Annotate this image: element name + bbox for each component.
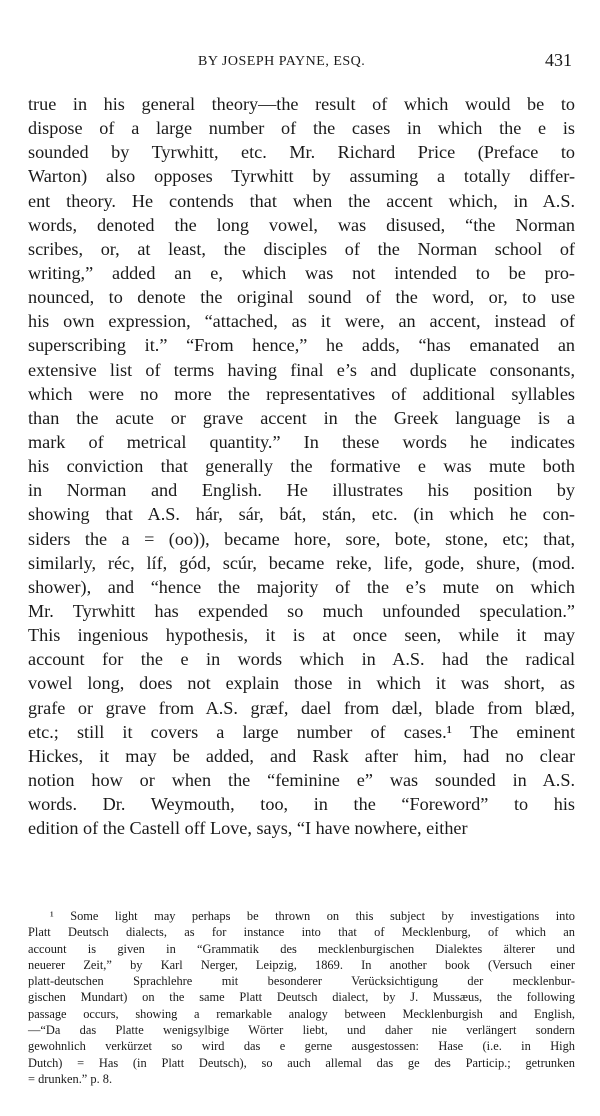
footnote-line: ¹ Some light may perhaps be thrown on this subject by investigations into <box>50 909 575 923</box>
footnote-line: account is given in “Grammatik des mecklenburgischen Dialektes älterer und <box>28 941 575 956</box>
body-line: edition of the Castell off Love, says, “I have nowhere, either <box>28 818 468 839</box>
footnote-line: passage occurs, showing a remarkable analogy between Mecklenburgish and English, <box>28 1006 575 1021</box>
body-line: This ingenious hypothesis, it is at once seen, while it may <box>28 625 575 646</box>
body-line: superscribing it.” “From hence,” he adds, “has emanated an <box>28 335 575 356</box>
body-line: grafe or grave from A.S. græf, dael from dæl, blade from blæd, <box>28 697 575 718</box>
body-line: siders the a = (oo)), became hore, sore, bote, stone, etc; that, <box>28 528 575 549</box>
footnote-line: = drunken.” p. 8. <box>28 1071 113 1086</box>
body-line: his conviction that generally the formative e was mute both <box>28 456 575 477</box>
body-line: scribes, or, at least, the disciples of the Norman school of <box>28 238 575 259</box>
body-line: in Norman and English. He illustrates his position by <box>28 480 575 501</box>
footnote-line: —“Da das Platte wenigsylbige Wörter liebt, und daher nie verlängert sondern <box>28 1023 575 1038</box>
body-line: which were no more the representatives of additional syllables <box>28 383 575 404</box>
body-line: than the acute or grave accent in the Greek language is a <box>28 407 575 428</box>
body-line: similarly, réc, líf, gód, scúr, became reke, life, gode, shure, (mod. <box>28 552 575 573</box>
body-line: notion how or when the “feminine e” was sounded in A.S. <box>28 769 575 790</box>
body-line: Hickes, it may be added, and Rask after him, had no clear <box>28 745 575 766</box>
body-line: vowel long, does not explain those in which it was short, as <box>28 673 575 694</box>
body-line: sounded by Tyrwhitt, etc. Mr. Richard Price (Preface to <box>28 142 575 163</box>
body-line: showing that A.S. hár, sár, bát, stán, etc. (in which he con- <box>28 504 575 525</box>
body-line: mark of metrical quantity.” In these words he indicates <box>28 431 575 452</box>
body-line: account for the e in words which in A.S. had the radical <box>28 649 575 670</box>
body-line: shower), and “hence the majority of the e’s mute on which <box>28 576 575 597</box>
footnote-line: gewohnlich verkürzet so wird das e gerne ausgestossen: Hase (i.e. in High <box>28 1039 575 1054</box>
body-line: extensive list of terms having final e’s and duplicate consonants, <box>28 359 575 380</box>
footnote-line: platt-deutschen Sprachlehre mit besonderer Verücksichtigung der mecklenbur- <box>28 974 575 989</box>
footnote-line: gischen Mundart) on the same Platt Deutsch dialect, by J. Mussæus, the following <box>28 990 575 1005</box>
page-number: 431 <box>545 50 572 70</box>
footnote-line: Platt Deutsch dialects, as for instance into that of Mecklenburg, of which an <box>28 925 575 940</box>
body-line: true in his general theory—the result of which would be to <box>28 94 575 114</box>
page-header <box>28 50 572 78</box>
body-line: nounced, to denote the original sound of the word, or, to use <box>28 287 575 308</box>
body-line: ent theory. He contends that when the accent which, in A.S. <box>28 190 575 211</box>
body-line: words. Dr. Weymouth, too, in the “Foreword” to his <box>28 794 575 815</box>
running-head: BY JOSEPH PAYNE, ESQ. <box>198 54 366 69</box>
footnote-line: neuerer Zeit,” by Karl Nerger, Leipzig, 1869. In another book (Versuch einer <box>28 957 575 972</box>
footnote-line: Dutch) = Has (in Platt Deutsch), so auch allemal das ge des Particip.; getrunken <box>28 1055 575 1070</box>
body-line: Mr. Tyrwhitt has expended so much unfounded speculation.” <box>28 600 575 621</box>
footnotes <box>28 908 575 1087</box>
body-line: words, denoted the long vowel, was disused, “the Norman <box>28 214 575 235</box>
body-text <box>28 92 575 840</box>
body-line: dispose of a large number of the cases in which the e is <box>28 118 575 139</box>
body-line: etc.; still it covers a large number of cases.¹ The eminent <box>28 721 575 742</box>
body-line: Warton) also opposes Tyrwhitt by assuming a totally differ- <box>28 166 575 187</box>
body-line: writing,” added an e, which was not intended to be pro- <box>28 262 575 283</box>
body-line: his own expression, “attached, as it were, an accent, instead of <box>28 311 575 332</box>
